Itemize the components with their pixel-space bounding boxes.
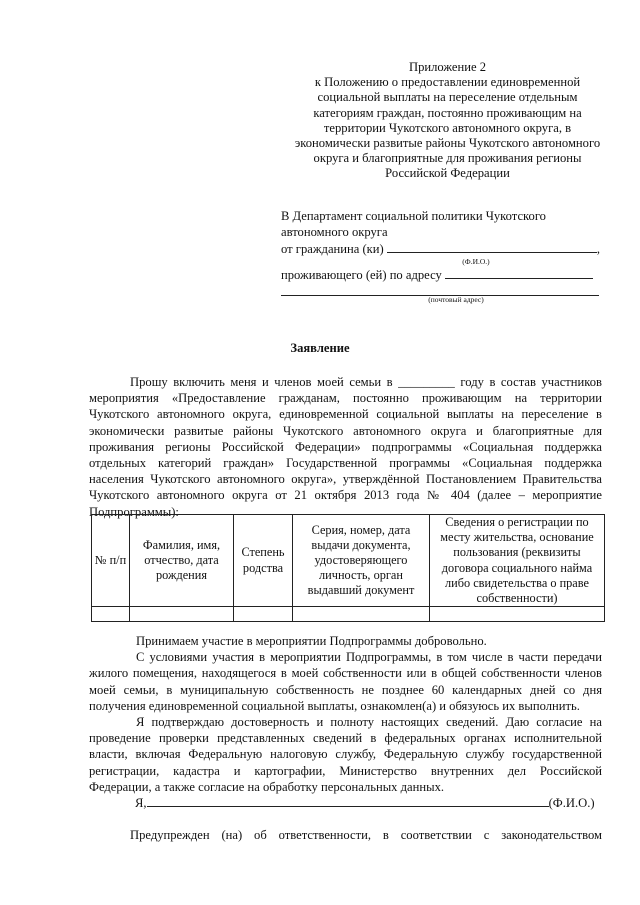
table-cell[interactable] — [234, 607, 293, 622]
text-line: проживания регионы Российской Федерации» подпрограммы «Социальная поддержка — [89, 439, 602, 454]
appendix-line: Российской Федерации — [385, 166, 510, 181]
text-line: жилого помещения, находящегося в моей собственности или в общей собственности членов — [89, 666, 602, 681]
text-line: получения единовременной социальной выплаты, ознакомлен(а) и обязуюсь их выполнить. — [89, 698, 580, 713]
table-cell[interactable] — [293, 607, 430, 622]
signature-suffix: (Ф.И.О.) — [548, 796, 595, 810]
fio-blank[interactable] — [387, 240, 597, 253]
postal-caption: (почтовый адрес) — [428, 295, 484, 304]
appendix-line: категориям граждан, постоянно проживающим на — [313, 105, 582, 120]
address-blank[interactable] — [445, 266, 593, 279]
intro-paragraph — [89, 374, 602, 520]
addressee-line-1: В Департамент социальной политики Чукотского — [281, 209, 546, 223]
text-line: Прошу включить меня и членов моей семьи в _________ году в состав участников — [130, 375, 602, 389]
text-line: Чукотского автономного округа от 21 октября 2013 года № 404 (далее – мероприятие — [89, 488, 602, 503]
address-label: проживающего (ей) по адресу — [281, 268, 442, 282]
text-line: С условиями участия в мероприятии Подпрограммы, в том числе в части передачи — [136, 650, 602, 665]
family-members-table — [91, 514, 605, 622]
text-line: отдельных категорий граждан» Государственной программы «Социальная поддержка — [89, 455, 602, 470]
text-line: экономически развитые районы Чукотского автономного округа и благоприятные для — [89, 423, 602, 438]
table-cell[interactable] — [130, 607, 234, 622]
appendix-line: Приложение 2 — [408, 60, 487, 74]
text-line: Подпрограммы): — [89, 504, 179, 519]
appendix-line: территории Чукотского автономного округа, в — [323, 120, 572, 135]
table-header-row — [92, 515, 605, 607]
signature-prefix: Я, — [135, 796, 147, 810]
table-cell[interactable] — [92, 607, 130, 622]
table-header-cell: Фамилия, имя, отчество, дата рождения — [130, 515, 234, 607]
text-line: Принимаем участие в мероприятии Подпрограммы добровольно. — [136, 634, 487, 648]
signature-blank[interactable] — [147, 795, 549, 807]
table-row — [92, 607, 605, 622]
address-line-2 — [281, 283, 603, 295]
table-header-cell: Серия, номер, дата выдачи документа, удостоверяющего личность, орган выдавший документ — [293, 515, 430, 607]
appendix-header — [280, 60, 615, 182]
from-label: от гражданина (ки) — [281, 242, 384, 256]
fio-caption: (Ф.И.О.) — [462, 257, 490, 266]
text-line: регистрации, кадастра и картографии, Министерство внутренних дел Российской — [89, 763, 602, 778]
text-line: мероприятия «Предоставление гражданам, постоянно проживающим на территории — [89, 391, 602, 406]
consent-paragraph — [89, 714, 602, 795]
participation-paragraph — [89, 633, 602, 714]
text-line: населения Чукотского автономного округа», утверждённой Постановлением Правительства — [89, 472, 602, 487]
text-line: моей семьи, в муниципальную собственность не позднее 60 календарных дней со дня — [89, 682, 602, 697]
text-line: власти, включая Федеральную налоговую службу, Федеральную службу государственной — [89, 747, 602, 762]
appendix-line: к Положению о предоставлении единовременной — [314, 75, 581, 90]
table-header-cell: № п/п — [92, 515, 130, 607]
address-line — [281, 266, 603, 283]
table-cell[interactable] — [430, 607, 605, 622]
signature-line — [135, 795, 605, 811]
document-title: Заявление — [290, 341, 350, 355]
appendix-line: социальной выплаты на переселение отдельным — [317, 90, 578, 105]
text-line: Я подтверждаю достоверность и полноту настоящих сведений. Даю согласие на — [136, 715, 602, 729]
text-line: Предупрежден (на) об ответственности, в соответствии с законодательством — [130, 828, 602, 842]
table-header-cell: Степень родства — [234, 515, 293, 607]
text-line: Федерации, а также согласие на обработку персональных данных. — [89, 779, 445, 794]
addressee-line-2: автономного округа — [281, 225, 388, 239]
text-line: Чукотского автономного округа, единовременной социальной выплаты на переселение в — [89, 407, 602, 422]
appendix-line: округа и благоприятные для проживания регионы — [313, 151, 582, 166]
addressee-block — [281, 208, 603, 304]
appendix-line: экономически развитые районы Чукотского автономного — [294, 136, 601, 151]
from-line: от гражданина (ки) , — [281, 242, 601, 256]
text-line: проведение проверки представленных сведений в федеральных органах исполнительной — [89, 731, 602, 746]
table-header-cell: Сведения о регистрации по месту жительства, основание пользования (реквизиты договора социального найма либо свидетельства о праве собственности) — [430, 515, 605, 607]
warning-paragraph — [118, 827, 602, 843]
